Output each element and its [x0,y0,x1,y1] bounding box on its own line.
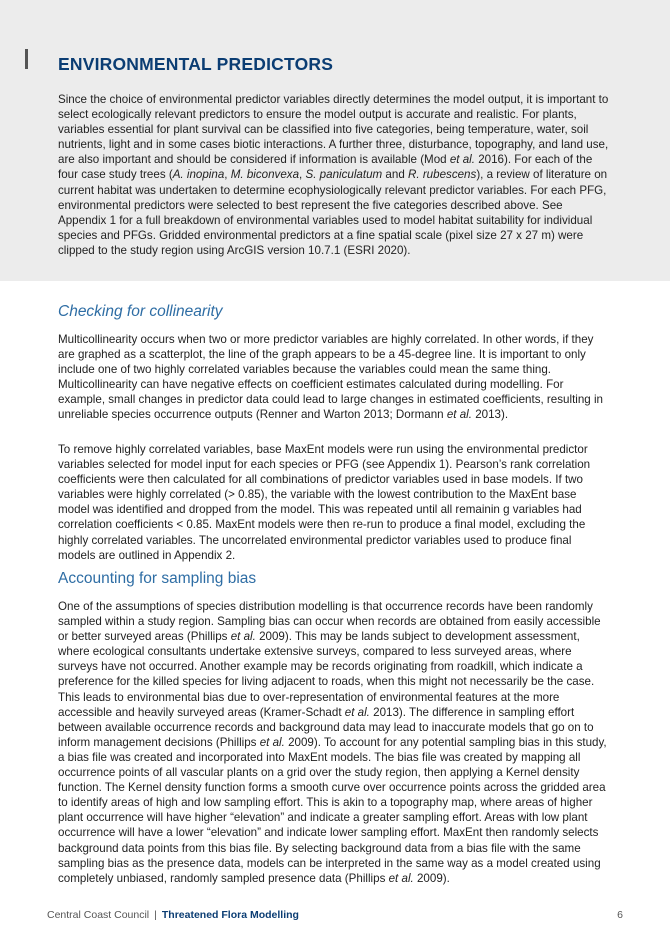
sampling-bias-heading: Accounting for sampling bias [58,570,257,587]
intro-paragraph: Since the choice of environmental predictor variables directly determines the model output, it is important to select ecologically relevant predictors to ensure the model output is accurate and realistic. For plants, variables essential for plant survival can be classified into five categories, being temperature, water, soil nutrients, light and in some cases biotic interactions. A further three, disturbance, topography, and land use, are also important and should be considered if information is available (Mod et al. 2016). For each of the four case study trees (A. inopina, M. biconvexa, S. paniculatum and R. rubescens), a review of literature on current habitat was undertaken to determine ecophysiologically relevant predictor variables. For each PFG, environmental predictors were selected to best represent the five categories described above. See Appendix 1 for a full breakdown of environmental variables used to model habitat suitability for individual species and PFGs. Gridded environmental predictors at a fine spatial scale (pixel size 27 x 27 m) were clipped to the study region using ArcGIS version 10.7.1 (ESRI 2020). [58,93,609,257]
footer-document-title: Threatened Flora Modelling [161,909,299,921]
footer-organization: Central Coast Council [47,909,150,921]
page-number: 6 [617,909,623,921]
page-title: ENVIRONMENTAL PREDICTORS [58,54,334,74]
collinearity-heading: Checking for collinearity [58,303,223,320]
page-footer [47,909,623,921]
sampling-bias-paragraph: One of the assumptions of species distribution modelling is that occurrence records have been randomly sampled within a study region. Sampling bias can occur when records are obtained from easily accessible or better surveyed areas (Phillips et al. 2009). This may be lands subject to development assessment, where ecological consultants undertake extensive surveys, compared to less surveyed areas, where surveys have not occurred. Another example may be records originating from roadkill, which indicate a preference for the killed species for living adjacent to roads, when this might not necessarily be the case. This leads to environmental bias due to over-representation of environmental features at the more accessible and heavily surveyed areas (Kramer-Schadt et al. 2013). The difference in sampling effort between available occurrence records and background data may lead to inaccurate models that go on to inform management decisions (Phillips et al. 2009). To account for any potential sampling bias in this study, a bias file was created and incorporated into MaxEnt models. The bias file was created by mapping all occurrence points of all vascular plants on a grid over the study region, then applying a Kernel density function. The Kernel density function forms a smooth curve over occurrence points across the gridded area to identify areas of high and low sampling effort. This is akin to a topography map, where areas of higher plant occurrence will have higher “elevation” and indicate a greater sampling effort. Areas with low plant occurrence will have a lower “elevation” and indicate lower sampling effort. MaxEnt then randomly selects background data points from this bias file. By selecting background data from a bias file with the same sampling bias as the presence data, models can be interpreted in the same way as a model created using completely unbiased, randomly sampled presence data (Phillips et al. 2009). [58,600,607,885]
section-marker-bar [25,49,28,69]
collinearity-paragraph-2: To remove highly correlated variables, base MaxEnt models were run using the environmental predictor variables selected for model input for each species or PFG (see Appendix 1). Pearson’s rank correlation coefficients were then calculated for all combinations of predictor variables used in base models. If two variables were highly correlated (> 0.85), the variable with the lowest contribution to the MaxEnt base model was identified and dropped from the model. This was repeated until all remainin g variables had correlation coefficients < 0.85. MaxEnt models were then re-run to produce a final model, excluding the highly correlated variables. The uncorrelated environmental predictor variables used to produce final models are outlined in Appendix 2. [58,443,591,562]
collinearity-paragraph-1: Multicollinearity occurs when two or more predictor variables are highly correlated. In other words, if they are graphed as a scatterplot, the line of the graph appears to be a 45-degree line. It is important to only include one of two highly correlated variables because the variables could mean the same thing. Multicollinearity can have negative effects on coefficient estimates calculated during modelling. For example, small changes in predictor data could lead to large changes in estimated coefficients, resulting in unreliable species occurrence outputs (Renner and Warton 2013; Dormann et al. 2013). [58,333,604,422]
footer-separator: | [154,909,157,921]
